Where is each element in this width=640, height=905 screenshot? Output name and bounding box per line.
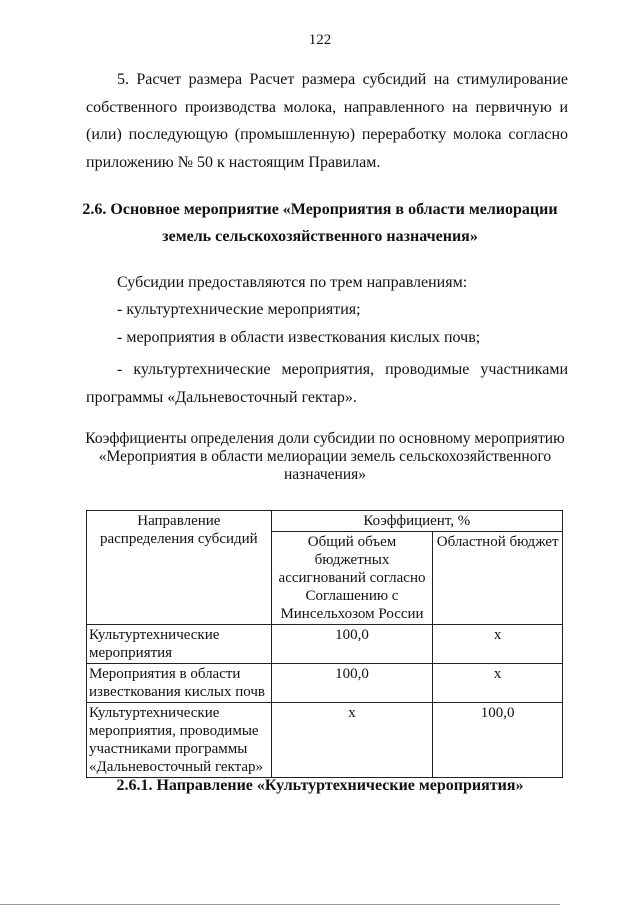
table-row [87, 625, 563, 664]
row-direction: Культуртехнические мероприятия [87, 625, 272, 664]
table-row [87, 664, 563, 703]
direction-item: - мероприятия в области известкования кислых почв; [117, 329, 481, 346]
direction-item: - культуртехнические мероприятия; [117, 301, 361, 318]
header-direction: Направление распределения субсидий [87, 511, 272, 625]
row-regional: х [433, 664, 563, 703]
direction-item: - культуртехнические мероприятия, проводимые участниками программы «Дальневосточный гектар». [86, 361, 568, 406]
subsection-heading: 2.6.1. Направление «Культуртехнические мероприятия» [116, 777, 524, 794]
section-heading: 2.6. Основное мероприятие «Мероприятия в области мелиорации земель сельскохозяйственного назначения» [82, 201, 558, 245]
row-direction: Культуртехнические мероприятия, проводимые участниками программы «Дальневосточный гектар» [87, 703, 272, 778]
subsidies-intro: Субсидии предоставляются по трем направлениям: [117, 274, 468, 291]
row-federal: 100,0 [271, 625, 433, 664]
header-regional: Областной бюджет [433, 532, 563, 625]
paragraph-5: 5. Расчет размера Расчет размера субсидий на стимулирование собственного производства молока, направленного на первичную и (или) последующую (промышленную) переработку молока согласно приложению № 50 к настоящим Правилам. [86, 71, 568, 171]
row-regional: 100,0 [433, 703, 563, 778]
row-regional: х [433, 625, 563, 664]
row-direction: Мероприятия в области известкования кислых почв [87, 664, 272, 703]
page-number: 122 [308, 32, 332, 48]
header-federal: Общий объем бюджетных ассигнований согласно Соглашению с Минсельхозом России [271, 532, 433, 625]
coefficients-table [86, 510, 563, 778]
table-row [87, 703, 563, 778]
table-header-row [87, 511, 563, 532]
table-caption: Коэффициенты определения доли субсидии по основному мероприятию «Мероприятия в области мелиорации земель сельскохозяйственного назначения» [85, 430, 565, 483]
row-federal: х [271, 703, 433, 778]
header-coefficient: Коэффициент, % [271, 511, 562, 532]
row-federal: 100,0 [271, 664, 433, 703]
